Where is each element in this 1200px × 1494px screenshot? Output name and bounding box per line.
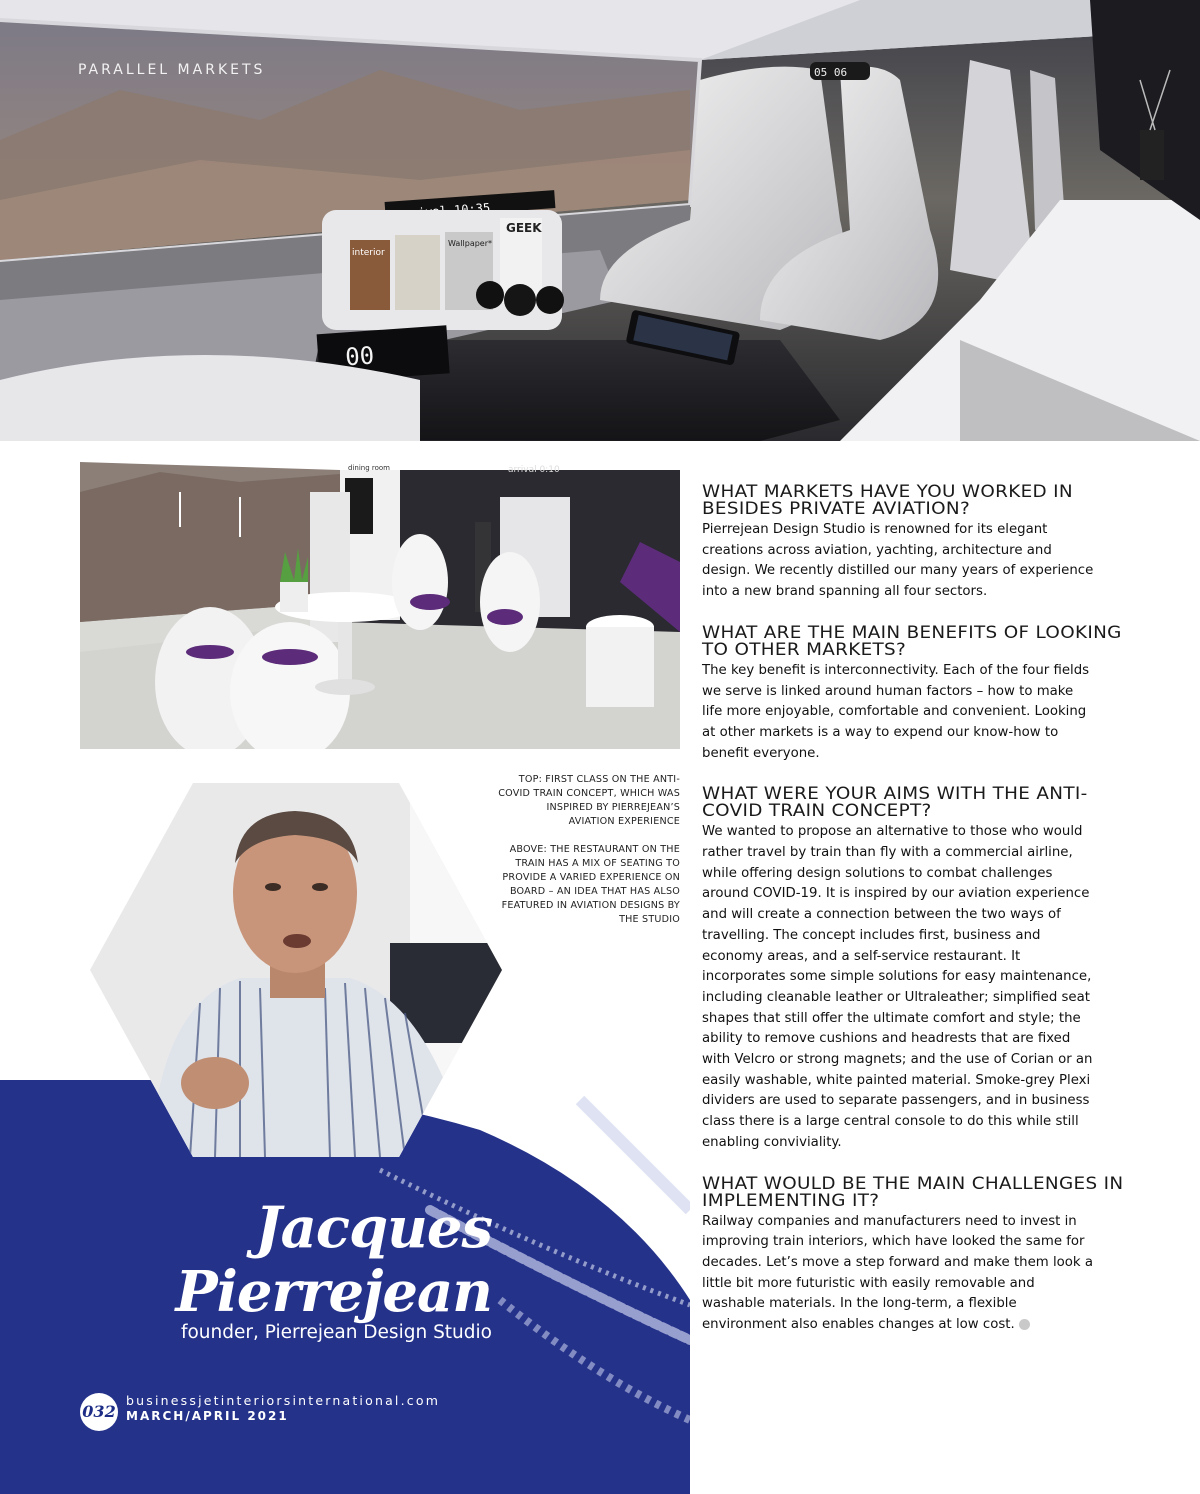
restaurant-photo: [80, 452, 680, 749]
hero-photo-first-class: [0, 0, 1200, 441]
magazine-label-1: interior: [352, 248, 385, 258]
profile-first-name: Jacques: [255, 1195, 492, 1261]
question-4: WHAT WOULD BE THE MAIN CHALLENGES IN IMPLEMENTING IT?: [702, 1173, 1124, 1211]
answer-1: Pierrejean Design Studio is renowned for its elegant creations across aviation, yachting, architecture and design. We recently distilled our many years of experience into a new brand spanning all four sectors.: [702, 522, 1094, 600]
section-label: PARALLEL MARKETS: [78, 62, 266, 78]
profile-role: founder, Pierrejean Design Studio: [180, 1322, 492, 1343]
article-qa: [702, 482, 1124, 1358]
question-3: WHAT WERE YOUR AIMS WITH THE ANTI-COVID TRAIN CONCEPT?: [702, 784, 1088, 822]
caption-top: TOP: FIRST CLASS ON THE ANTI-COVID TRAIN CONCEPT, WHICH WAS INSPIRED BY PIERREJEAN’S AVIATION EXPERIENCE: [498, 774, 680, 827]
seat-numbers: 05 06: [814, 66, 848, 79]
photo-captions: [498, 773, 680, 941]
issue-date: MARCH/APRIL 2021: [126, 1409, 289, 1423]
magazine-label-3: GEEK: [506, 221, 542, 235]
answer-2: The key benefit is interconnectivity. Each of the four fields we serve is linked around human factors – how to make life more enjoyable, comfortable and convenient. Looking at other markets is a way to expend our know-how to benefit everyone.: [702, 662, 1090, 761]
answer-3: We wanted to propose an alternative to those who would rather travel by train than fly with a commercial airline, while offering design solutions to combat challenges around COVID-19. It is inspired by our aviation experience and will create a connection between the two ways of travelling. The concept includes first, business and economy areas, and a self-service restaurant. It incorporates some simple solutions for easy maintenance, including cleanable leather or Ultraleather; simplified seat shapes that still offer the ultimate comfort and style; the ability to remove cushions and headrests that are fixed with Velcro or strong magnets; and the use of Corian or an easily washable, white painted material. Smoke-grey Plexi dividers are used to separate passengers, and in business class there is a large central console to do this while still enabling conviviality.: [702, 824, 1093, 1150]
magazine-label-2: Wallpaper*: [448, 239, 493, 248]
profile-last-name: Pierrejean: [175, 1259, 492, 1325]
question-1: WHAT MARKETS HAVE YOU WORKED IN BESIDES PRIVATE AVIATION?: [702, 482, 1073, 519]
caption-above: ABOVE: THE RESTAURANT ON THE TRAIN HAS A MIX OF SEATING TO PROVIDE A VARIED EXPERIENCE ON BOARD – AN IDEA THAT HAS ALSO FEATURED IN AVIATION DESIGNS BY THE STUDIO: [501, 844, 680, 925]
question-2: WHAT ARE THE MAIN BENEFITS OF LOOKING TO OTHER MARKETS?: [702, 622, 1122, 660]
restaurant-arrival-sign: arrival 0:10: [508, 465, 560, 475]
answer-4: [702, 1212, 1094, 1336]
answer-4-text: Railway companies and manufacturers need to invest in improving train interiors, which have looked the same for decades. Let’s move a step forward and make them look a little bit more futuristic with easily removable and washable materials. In the long-term, a flexible environment also enables changes at low cost.: [702, 1213, 1093, 1333]
restaurant-illustration: [80, 452, 680, 749]
profile-name: [175, 1196, 492, 1324]
portrait-photo: [90, 783, 502, 1157]
website: businessjetinteriorsinternational.com: [126, 1393, 441, 1408]
end-mark-icon: [1019, 1319, 1030, 1330]
table-number: 00: [344, 341, 376, 372]
page-number: 032: [80, 1393, 118, 1431]
dining-room-sign: dining room: [348, 464, 390, 472]
